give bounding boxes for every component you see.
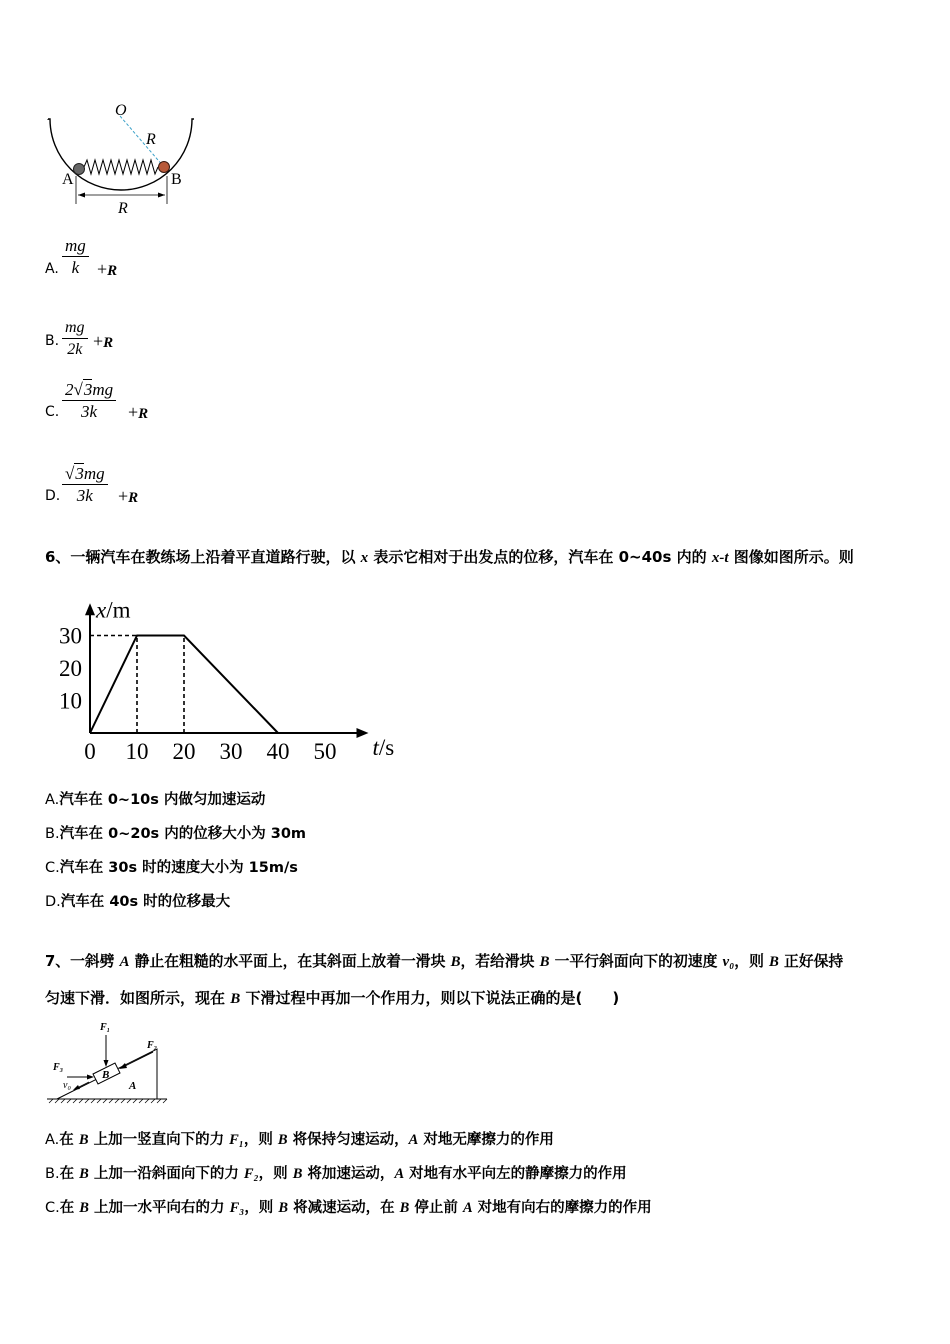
q5-option-c-tail: +R xyxy=(128,402,149,422)
svg-text:v₀: v₀ xyxy=(63,1080,71,1091)
x-tick-label-30: 30 xyxy=(219,739,243,764)
svg-text:B: B xyxy=(102,1069,110,1081)
radius-line xyxy=(120,116,164,167)
ball-b xyxy=(159,162,170,173)
svg-text:F₂: F₂ xyxy=(147,1040,158,1051)
label-b: B xyxy=(171,171,182,188)
xt-chart xyxy=(50,580,395,770)
y-tick-label-10: 10 xyxy=(59,688,82,714)
x-axis-label: t/s xyxy=(372,735,395,760)
q7-option-a: A.在 B 上加一竖直向下的力 F₁，则 B 将保持匀速运动，A 对地无摩擦力的作用 xyxy=(45,1132,554,1148)
ball-a xyxy=(74,164,85,175)
ground-hatching xyxy=(49,1099,167,1103)
x-tick-label-40: 40 xyxy=(266,739,290,764)
x-tick-label-0: 0 xyxy=(84,739,96,764)
q5-option-a-letter: A. xyxy=(45,261,59,277)
bowl-spring-figure xyxy=(40,98,210,220)
q5-option-c-letter: C. xyxy=(45,404,60,420)
svg-text:F₁: F₁ xyxy=(100,1022,111,1033)
q5-option-b-letter: B. xyxy=(45,333,60,349)
q6-option-b: B.汽车在 0~20s 内的位移大小为 30m xyxy=(45,826,307,842)
q5-option-d-fraction: √3mg 3k xyxy=(62,464,108,507)
q5-option-c-fraction: 2√3mg 3k xyxy=(62,380,116,423)
x-tick-label-50: 50 xyxy=(313,739,337,764)
q6-option-a: A.汽车在 0~10s 内做匀加速运动 xyxy=(45,792,266,808)
q6-option-c: C.汽车在 30s 时的速度大小为 15m/s xyxy=(45,860,298,876)
q6-option-d: D.汽车在 40s 时的位移最大 xyxy=(45,894,231,910)
q7-option-c: C.在 B 上加一水平向右的力 F₃，则 B 将减速运动，在 B 停止前 A 对地有向右的摩擦力的作用 xyxy=(45,1200,652,1216)
force-f2 xyxy=(123,1052,153,1067)
label-o: O xyxy=(115,102,127,119)
y-tick-label-30: 30 xyxy=(59,623,82,649)
q5-option-d-tail: +R xyxy=(118,486,139,506)
q7-stem-line2: 匀速下滑．如图所示，现在 B 下滑过程中再加一个作用力，则以下说法正确的是( ) xyxy=(45,989,620,1007)
q5-option-a-fraction: mg k xyxy=(62,236,89,279)
svg-text:F₃: F₃ xyxy=(53,1062,64,1073)
y-tick-label-20: 20 xyxy=(59,656,82,681)
q5-option-d-letter: D. xyxy=(45,488,61,504)
q5-option-b-tail: +R xyxy=(93,331,114,351)
label-r-diag: R xyxy=(146,131,156,148)
label-a: A xyxy=(62,171,74,188)
q7-stem-line1: 7、一斜劈 A 静止在粗糙的水平面上，在其斜面上放着一滑块 B，若给滑块 B 一平行斜面向下的初速度 v₀，则 B 正好保持 xyxy=(45,953,844,970)
x-tick-label-10: 10 xyxy=(125,739,149,764)
y-axis-arrow xyxy=(85,603,95,615)
q5-option-a-tail: +R xyxy=(97,259,118,279)
q6-stem: 6、一辆汽车在教练场上沿着平直道路行驶，以 x 表示它相对于出发点的位移，汽车在 0~40s 内的 x-t 图像如图所示。则 xyxy=(45,548,854,566)
x-axis-arrow xyxy=(357,728,369,738)
x-tick-label-20: 20 xyxy=(172,739,196,764)
label-r-base: R xyxy=(118,200,128,217)
q5-option-b-fraction: mg 2k xyxy=(62,318,88,361)
y-axis-label: x/m xyxy=(96,597,131,623)
spring xyxy=(84,160,158,174)
q7-option-b: B.在 B 上加一沿斜面向下的力 F₂，则 B 将加速运动，A 对地有水平向左的静摩擦力的作用 xyxy=(45,1166,627,1182)
svg-text:A: A xyxy=(129,1080,137,1092)
incline-figure xyxy=(45,1017,170,1107)
